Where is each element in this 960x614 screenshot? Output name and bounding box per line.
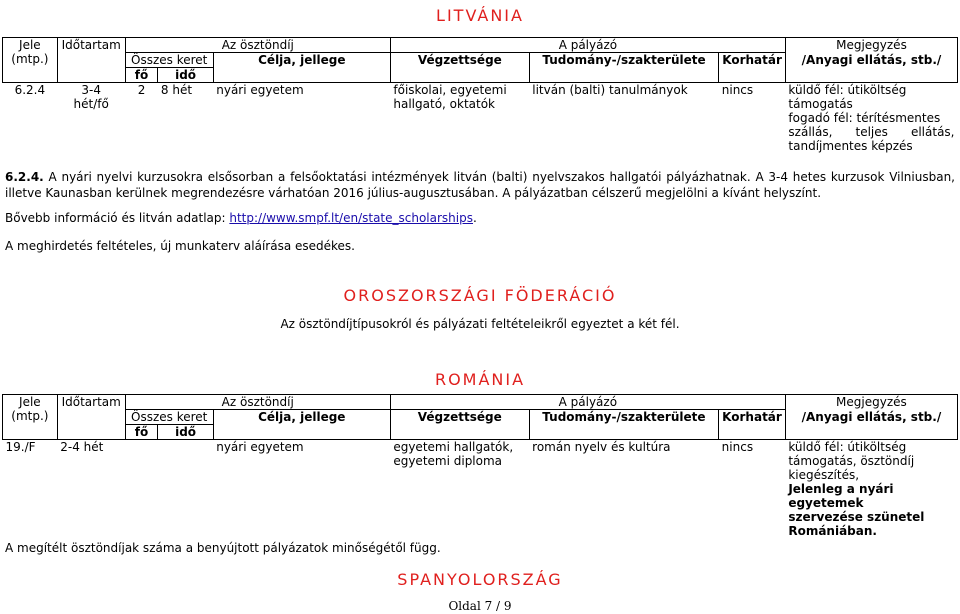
header-korhatar: Korhatár (719, 410, 786, 440)
cell-fo: 2 (137, 83, 146, 97)
russia-paragraph: Az ösztöndíjtípusokról és pályázati feltételeikről egyeztet a két fél. (280, 317, 680, 331)
lithuania-paragraph-1: 6.2.4. A nyári nyelvi kurzusokra elsősorban a felsőoktatási intézmények litván (balti) nyelvszakos hallgatói pályázhatnak. A 3-4 hetes kurzusok Vilniusban, illetve Kaunasban kerülnek megrendezésre várhatóan 2016 július-augusztusában. A pályázatban célszerű megjelölni a kívánt helyszínt. (5, 170, 955, 200)
header-idotartam: Időtartam (57, 395, 125, 440)
cell-jele: 6.2.4 (14, 83, 46, 97)
country-title-romania: ROMÁNIA (434, 370, 526, 389)
romania-table (2, 394, 958, 538)
romania-paragraph: A megítélt ösztöndíjak száma a benyújtott pályázatok minőségétől függ. (5, 541, 441, 555)
header-osszes-keret: Összes keret (125, 53, 213, 68)
cell-celja: nyári egyetem (216, 440, 304, 454)
header-megjegyzes: Megjegyzés (785, 395, 957, 410)
header-tudomany: Tudomány-/szakterülete (529, 53, 719, 83)
header-fo: fő (125, 68, 158, 83)
header-celja: Célja, jellege (213, 410, 390, 440)
header-palyazo: A pályázó (390, 38, 785, 53)
header-ido: idő (158, 425, 213, 440)
scholarship-link[interactable]: http://www.smpf.lt/en/state_scholarships (229, 211, 473, 225)
country-title-lithuania: LITVÁNIA (436, 6, 524, 25)
header-osztondij: Az ösztöndíj (125, 38, 390, 53)
header-ido: idő (158, 68, 213, 83)
country-title-spain: SPANYOLORSZÁG (397, 570, 563, 589)
header-vegzettsege: Végzettsége (390, 53, 529, 83)
lithuania-table (2, 37, 958, 153)
cell-idotartam: 3-4 hét/fő (73, 83, 109, 111)
cell-korhatar: nincs (721, 83, 754, 97)
cell-ido: 8 hét (160, 83, 193, 97)
cell-idotartam: 2-4 hét (60, 440, 104, 454)
header-osszes-keret: Összes keret (125, 410, 213, 425)
lithuania-paragraph-2: Bővebb információ és litván adatlap: http://www.smpf.lt/en/state_scholarships. (5, 211, 477, 225)
lithuania-paragraph-3: A meghirdetés feltételes, új munkaterv aláírása esedékes. (5, 239, 355, 253)
cell-jele: 19./F (5, 440, 36, 454)
page-number: Oldal 7 / 9 (448, 599, 512, 613)
header-jele: Jele (mtp.) (3, 38, 58, 83)
header-megjegyzes: Megjegyzés (785, 38, 957, 53)
header-palyazo: A pályázó (390, 395, 785, 410)
cell-tudomany: román nyelv és kultúra (532, 440, 671, 454)
header-jele: Jele (mtp.) (3, 395, 58, 440)
country-title-russia: OROSZORSZÁGI FÖDERÁCIÓ (343, 286, 617, 305)
header-anyagi: /Anyagi ellátás, stb./ (785, 53, 957, 83)
header-vegzettsege: Végzettsége (390, 410, 529, 440)
header-anyagi: /Anyagi ellátás, stb./ (785, 410, 957, 440)
header-idotartam: Időtartam (57, 38, 125, 83)
header-fo: fő (125, 425, 158, 440)
cell-celja: nyári egyetem (216, 83, 304, 97)
header-osztondij: Az ösztöndíj (125, 395, 390, 410)
cell-megjegyzes: küldő fél: útiköltség támogatás, ösztöndíj kiegészítés, Jelenleg a nyári egyetemek szervezése szünetel Romániában. (788, 440, 925, 538)
cell-megjegyzes: küldő fél: útiköltség támogatás fogadó fél: térítésmentes szállás, teljes ellátás, tandíjmentes képzés (788, 83, 955, 153)
header-tudomany: Tudomány-/szakterülete (529, 410, 719, 440)
cell-vegzettsege: egyetemi hallgatók, egyetemi diploma (393, 440, 514, 468)
header-celja: Célja, jellege (213, 53, 390, 83)
cell-vegzettsege: főiskolai, egyetemi hallgató, oktatók (393, 83, 507, 111)
cell-korhatar: nincs (721, 440, 754, 454)
header-korhatar: Korhatár (719, 53, 786, 83)
cell-tudomany: litván (balti) tanulmányok (532, 83, 688, 97)
